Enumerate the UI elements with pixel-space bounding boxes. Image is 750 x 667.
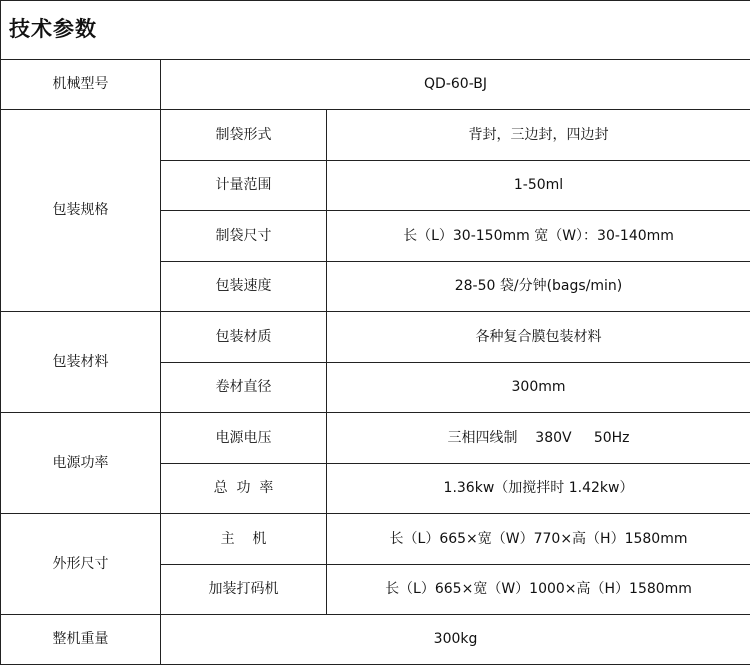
param-name: 计量范围 bbox=[161, 161, 327, 211]
param-name: 包装速度 bbox=[161, 262, 327, 312]
model-label: 机械型号 bbox=[1, 60, 161, 110]
model-value: QD-60-BJ bbox=[161, 60, 750, 110]
weight-label: 整机重量 bbox=[1, 615, 161, 665]
param-name: 电源电压 bbox=[161, 413, 327, 464]
table-row bbox=[1, 312, 750, 363]
page-title: 技术参数 bbox=[1, 1, 750, 60]
group-label-packaging-spec: 包装规格 bbox=[1, 110, 161, 312]
model-row bbox=[1, 60, 750, 110]
param-value: 长（L）30-150mm 宽（W）：30-140mm bbox=[327, 211, 750, 262]
param-value: 1.36kw（加搅拌时 1.42kw） bbox=[327, 464, 750, 514]
param-value: 长（L）665×宽（W）1000×高（H）1580mm bbox=[327, 565, 750, 615]
group-label-dimensions: 外形尺寸 bbox=[1, 514, 161, 615]
param-name: 卷材直径 bbox=[161, 363, 327, 413]
param-name: 加装打码机 bbox=[161, 565, 327, 615]
param-name: 包装材质 bbox=[161, 312, 327, 363]
param-value: 背封，三边封，四边封 bbox=[327, 110, 750, 161]
param-value: 300mm bbox=[327, 363, 750, 413]
weight-row bbox=[1, 615, 750, 665]
weight-value: 300kg bbox=[161, 615, 750, 665]
param-value: 1-50ml bbox=[327, 161, 750, 211]
group-label-power: 电源功率 bbox=[1, 413, 161, 514]
table-row bbox=[1, 110, 750, 161]
param-name: 主 机 bbox=[161, 514, 327, 565]
param-value: 各种复合膜包装材料 bbox=[327, 312, 750, 363]
table-row bbox=[1, 413, 750, 464]
table-row bbox=[1, 514, 750, 565]
title-row bbox=[1, 1, 750, 60]
param-value: 长（L）665×宽（W）770×高（H）1580mm bbox=[327, 514, 750, 565]
group-label-packaging-material: 包装材料 bbox=[1, 312, 161, 413]
param-value: 28-50 袋/分钟(bags/min) bbox=[327, 262, 750, 312]
param-name: 总 功 率 bbox=[161, 464, 327, 514]
param-name: 制袋尺寸 bbox=[161, 211, 327, 262]
param-name: 制袋形式 bbox=[161, 110, 327, 161]
param-value: 三相四线制 380V 50Hz bbox=[327, 413, 750, 464]
